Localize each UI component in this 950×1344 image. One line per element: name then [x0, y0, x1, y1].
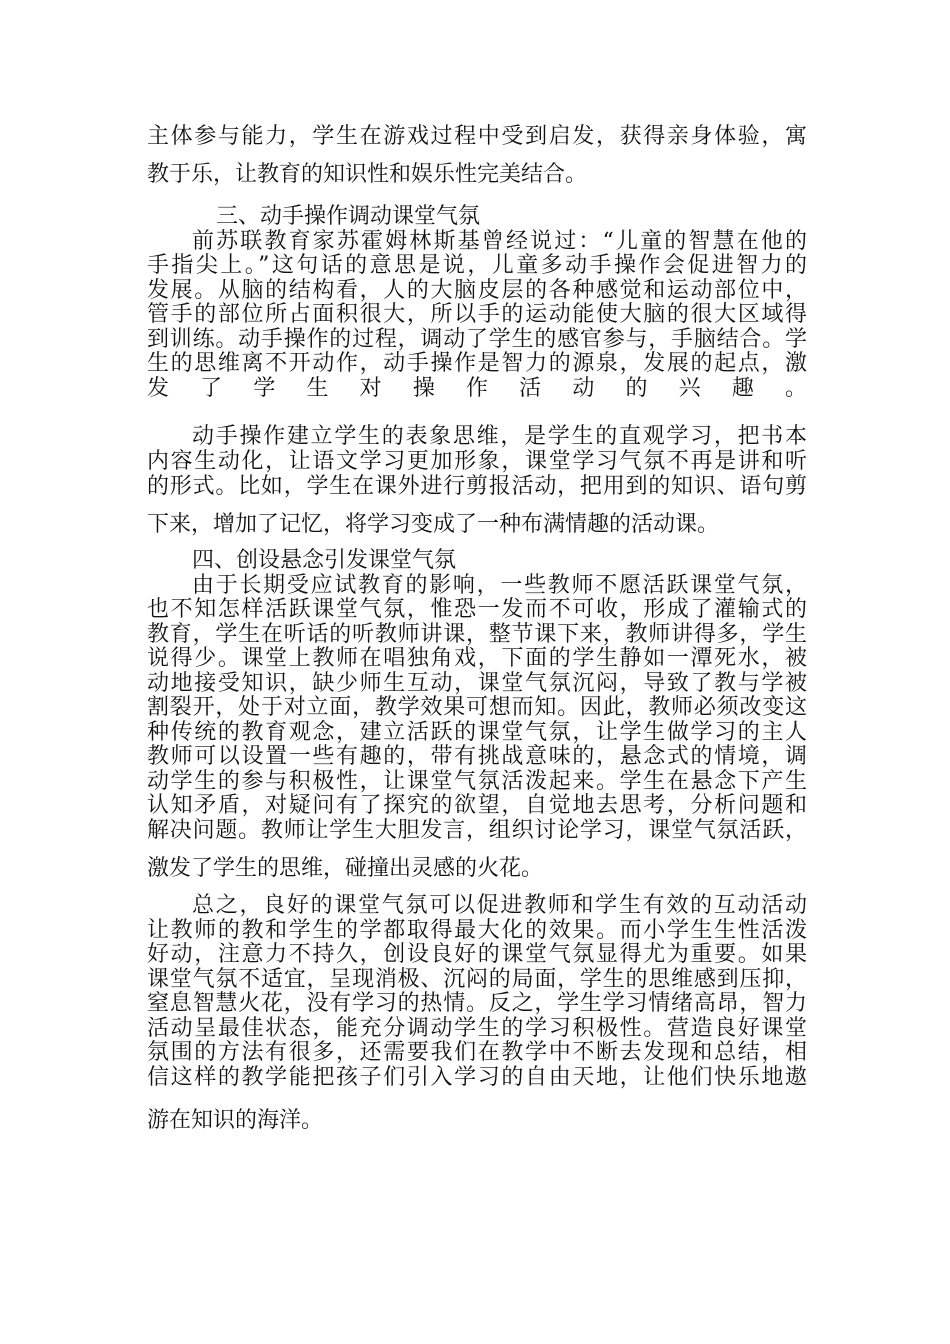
section-heading: 四、创设悬念引发课堂气氛	[192, 548, 457, 573]
text-line: 由于长期受应试教育的影响，一些教师不愿活跃课堂气氛，	[192, 573, 807, 598]
text-line: 种传统的教育观念，建立活跃的课堂气氛，让学生做学习的主人	[147, 720, 807, 745]
text-line: 到训练。动手操作的过程，调动了学生的感官参与，手脑结合。学	[147, 327, 807, 352]
text-line: 手指尖上。”这句话的意思是说，儿童多动手操作会促进智力的	[147, 253, 807, 278]
text-line: 生的思维离不开动作，动手操作是智力的源泉，发展的起点，激	[147, 351, 807, 376]
text-line: 发了学生对操作活动的兴趣。	[147, 376, 807, 401]
text-line: 的形式。比如，学生在课外进行剪报活动，把用到的知识、语句剪	[147, 474, 807, 499]
text-line: 信这样的教学能把孩子们引入学习的自由天地，让他们快乐地遨	[147, 1065, 807, 1090]
text-line: 激发了学生的思维，碰撞出灵感的火花。	[147, 856, 544, 881]
text-line: 主体参与能力，学生在游戏过程中受到启发，获得亲身体验，寓	[147, 124, 807, 149]
text-line: 也不知怎样活跃课堂气氛，惟恐一发而不可收，形成了灌输式的	[147, 597, 807, 622]
text-line: 课堂气氛不适宜，呈现消极、沉闷的局面，学生的思维感到压抑，	[147, 967, 807, 992]
text-line: 解决问题。教师让学生大胆发言，组织讨论学习，课堂气氛活跃，	[147, 818, 807, 843]
text-line: 动学生的参与积极性，让课堂气氛活泼起来。学生在悬念下产生	[147, 769, 807, 794]
text-line: 管手的部位所占面积很大，所以手的运动能使大脑的很大区域得	[147, 302, 807, 327]
text-line: 前苏联教育家苏霍姆林斯基曾经说过：“儿童的智慧在他的	[192, 229, 807, 254]
text-line: 下来，增加了记忆，将学习变成了一种布满情趣的活动课。	[147, 512, 720, 537]
text-line: 动地接受知识，缺少师生互动，课堂气氛沉闷，导致了教与学被	[147, 671, 807, 696]
text-line: 氛围的方法有很多，还需要我们在教学中不断去发现和总结，相	[147, 1040, 807, 1065]
text-line: 让教师的教和学生的学都取得最大化的效果。而小学生生性活泼	[147, 918, 807, 943]
text-line	[147, 386, 807, 412]
text-line: 说得少。课堂上教师在唱独角戏，下面的学生静如一潭死水，被	[147, 646, 807, 671]
text-line: 窒息智慧火花，没有学习的热情。反之，学生学习情绪高昂，智力	[147, 991, 807, 1016]
text-line: 割裂开，处于对立面，教学效果可想而知。因此，教师必须改变这	[147, 695, 807, 720]
text-line: 教育，学生在听话的听教师讲课，整节课下来，教师讲得多，学生	[147, 622, 807, 647]
text-line: 总之，良好的课堂气氛可以促进教师和学生有效的互动活动	[192, 893, 807, 918]
text-line: 游在知识的海洋。	[147, 1108, 324, 1133]
text-line: 动手操作建立学生的表象思维，是学生的直观学习，把书本	[192, 424, 807, 449]
text-line: 认知矛盾，对疑问有了探究的欲望，自觉地去思考，分析问题和	[147, 793, 807, 818]
text-line: 教于乐，让教育的知识性和娱乐性完美结合。	[147, 162, 588, 187]
text-line: 发展。从脑的结构看，人的大脑皮层的各种感觉和运动部位中，	[147, 278, 807, 303]
text-line: 活动呈最佳状态，能充分调动学生的学习积极性。营造良好课堂	[147, 1016, 807, 1041]
text-line: 好动，注意力不持久，创设良好的课堂气氛显得尤为重要。如果	[147, 942, 807, 967]
text-line: 内容生动化，让语文学习更加形象，课堂学习气氛不再是讲和听	[147, 449, 807, 474]
text-line: 教师可以设置一些有趣的，带有挑战意味的，悬念式的情境，调	[147, 744, 807, 769]
section-heading: 三、动手操作调动课堂气氛	[216, 204, 481, 229]
